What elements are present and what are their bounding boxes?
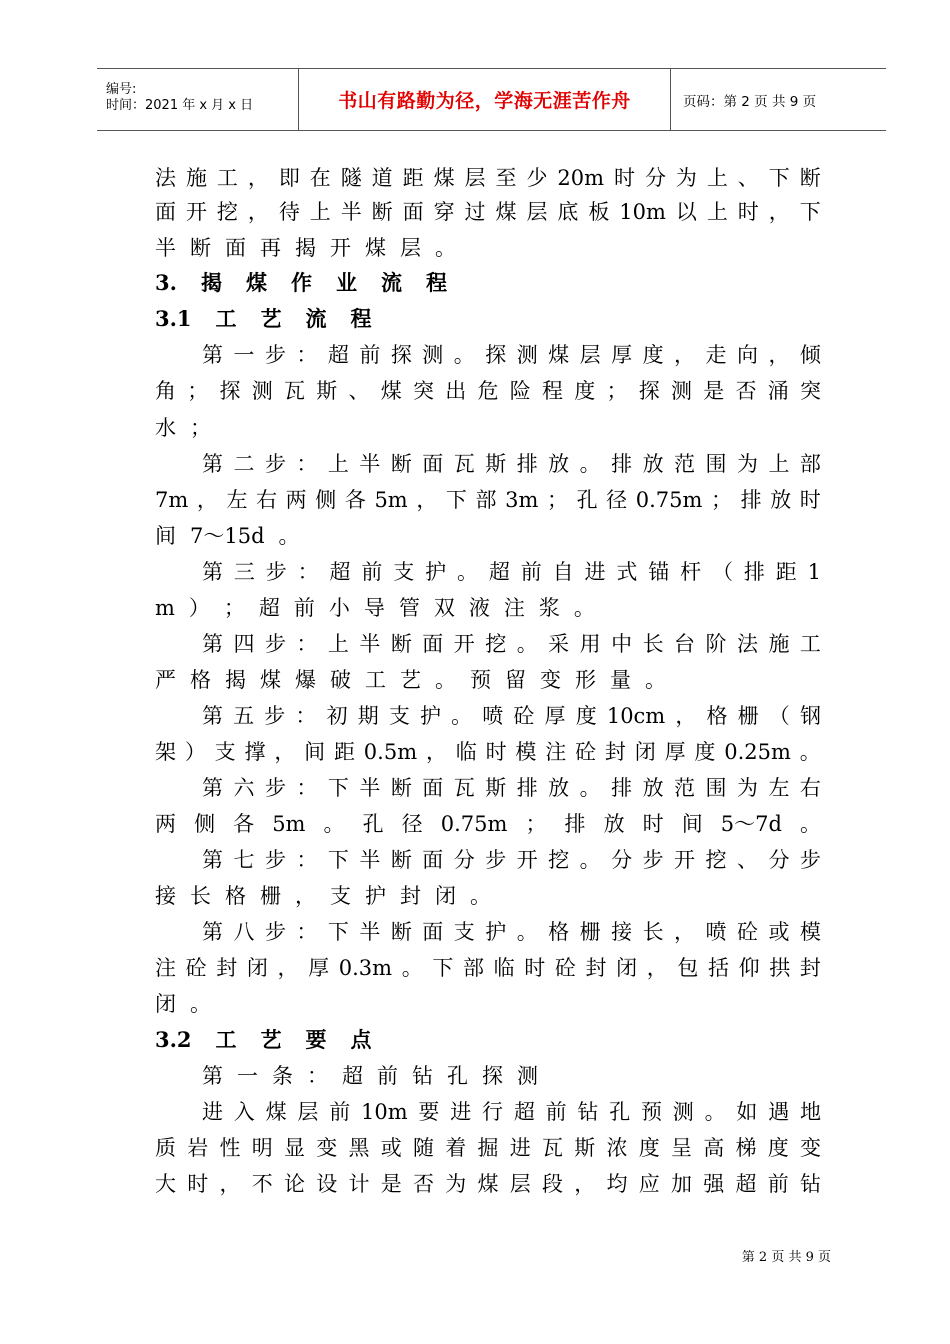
text-line: 架 ） 支 撑 ， 间 距 0.5m ， 临 时 模 注 砼 封 闭 厚 度 0.25m 。	[155, 740, 821, 764]
motto-text: 书山有路勤为径，学海无涯苦作舟	[338, 90, 631, 112]
text-line: 面 开 挖 ， 待 上 半 断 面 穿 过 煤 层 底 板 10m 以 上 时 ， 下	[155, 200, 821, 224]
section-heading: 3.2 工 艺 要 点	[155, 1027, 372, 1052]
section-heading: 3. 揭 煤 作 业 流 程	[155, 270, 447, 295]
text-line: 大 时 ， 不 论 设 计 是 否 为 煤 层 段 ， 均 应 加 强 超 前 钻	[155, 1172, 821, 1196]
header-page-number: 页码：第 2 页 共 9 页	[683, 93, 817, 110]
text-line: 第 一 条 ： 超 前 钻 孔 探 测	[202, 1064, 538, 1088]
text-line: 两 侧 各 5m 。 孔 径 0.75m ； 排 放 时 间 5～7d 。	[155, 812, 821, 836]
page-header	[97, 68, 886, 131]
text-line: 第 四 步 ： 上 半 断 面 开 挖 。 采 用 中 长 台 阶 法 施 工	[202, 632, 821, 656]
page-footer: 第 2 页 共 9 页	[741, 1250, 831, 1265]
text-line: 半 断 面 再 揭 开 煤 层 。	[155, 236, 456, 260]
text-line: 第 七 步 ： 下 半 断 面 分 步 开 挖 。 分 步 开 挖 、 分 步	[202, 848, 821, 872]
text-line: 进 入 煤 层 前 10m 要 进 行 超 前 钻 孔 预 测 。 如 遇 地	[202, 1100, 821, 1124]
section-heading: 3.1 工 艺 流 程	[155, 306, 372, 331]
text-line: 闭 。	[155, 992, 211, 1016]
text-line: 第 二 步 ： 上 半 断 面 瓦 斯 排 放 。 排 放 范 围 为 上 部	[202, 452, 821, 476]
text-line: 水 ；	[155, 416, 211, 440]
text-line: 第 六 步 ： 下 半 断 面 瓦 斯 排 放 。 排 放 范 围 为 左 右	[202, 776, 821, 800]
header-meta	[97, 69, 298, 130]
text-line: 注 砼 封 闭 ， 厚 0.3m 。 下 部 临 时 砼 封 闭 ， 包 括 仰 拱 封	[155, 956, 821, 980]
text-line: 角 ； 探 测 瓦 斯 、 煤 突 出 危 险 程 度 ； 探 测 是 否 涌 突	[155, 379, 821, 403]
text-line: 间 7～15d 。	[155, 524, 300, 548]
text-line: 法 施 工 ， 即 在 隧 道 距 煤 层 至 少 20m 时 分 为 上 、 下 断	[155, 166, 821, 190]
document-date: 时间：2021 年 x 月 x 日	[106, 97, 254, 113]
text-line: 质 岩 性 明 显 变 黑 或 随 着 掘 进 瓦 斯 浓 度 呈 高 梯 度 变	[155, 1136, 821, 1160]
text-line: 第 五 步 ： 初 期 支 护 。 喷 砼 厚 度 10cm ， 格 栅 （ 钢	[202, 704, 821, 728]
document-number-label: 编号:	[106, 81, 137, 97]
text-line: 第 三 步 ： 超 前 支 护 。 超 前 自 进 式 锚 杆 （ 排 距 1	[202, 560, 821, 584]
text-line: 第 八 步 ： 下 半 断 面 支 护 。 格 栅 接 长 ， 喷 砼 或 模	[202, 920, 821, 944]
header-motto	[298, 69, 671, 130]
text-line: m ） ； 超 前 小 导 管 双 液 注 浆 。	[155, 596, 595, 620]
text-line: 7m ， 左 右 两 侧 各 5m ， 下 部 3m ； 孔 径 0.75m ； 排 放 时	[155, 488, 821, 512]
text-line: 接 长 格 栅 ， 支 护 封 闭 。	[155, 884, 491, 908]
text-line: 严 格 揭 煤 爆 破 工 艺 。 预 留 变 形 量 。	[155, 668, 666, 692]
header-page-info	[671, 69, 886, 130]
text-line: 第 一 步 ： 超 前 探 测 。 探 测 煤 层 厚 度 ， 走 向 ， 倾	[202, 343, 821, 367]
